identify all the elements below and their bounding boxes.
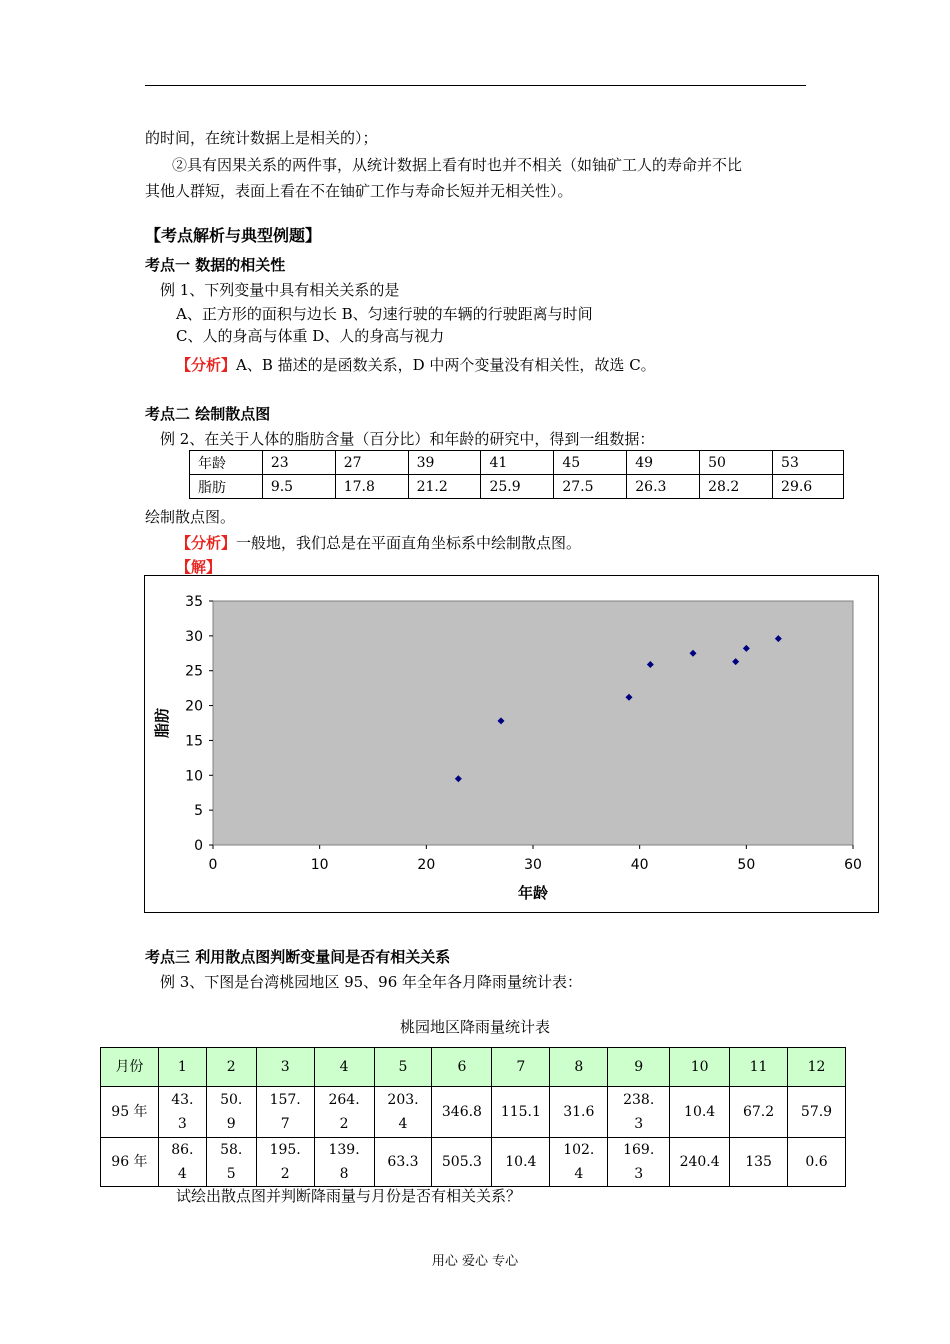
cell-text: 3 <box>177 1116 187 1132</box>
cell-text: 43. <box>171 1092 194 1108</box>
kp1-options-ab: A、正方形的面积与边长 B、匀速行驶的车辆的行驶距离与时间 <box>176 305 593 323</box>
cell-text: 8 <box>339 1166 349 1182</box>
table-cell <box>206 1087 256 1138</box>
table-cell <box>158 1138 206 1187</box>
cell-text: 346.8 <box>441 1104 482 1120</box>
section-title: 【考点解析与典型例题】 <box>145 226 322 245</box>
cell-text: 9 <box>226 1116 236 1132</box>
x-tick-label: 10 <box>310 857 329 873</box>
table-cell: 96 年 <box>101 1138 159 1187</box>
table-row <box>101 1087 846 1138</box>
table-cell: 25.9 <box>481 475 554 499</box>
y-tick-label: 30 <box>185 628 203 645</box>
cell-text: 505.3 <box>441 1154 482 1170</box>
cell-text: 135 <box>745 1154 772 1170</box>
table-cell <box>314 1087 374 1138</box>
intro-line-2: ②具有因果关系的两件事，从统计数据上看有时也并不相关（如铀矿工人的寿命并不比 <box>172 156 743 174</box>
cell-text: 4 <box>398 1116 408 1132</box>
cell-text: 195. <box>269 1142 301 1158</box>
table-cell: 23 <box>262 451 335 475</box>
table-cell <box>432 1087 492 1138</box>
x-tick-label: 40 <box>630 857 649 873</box>
table-cell <box>256 1138 314 1187</box>
table-cell: 年龄 <box>190 451 263 475</box>
table-cell: 26.3 <box>627 475 700 499</box>
kp2-after-table: 绘制散点图。 <box>145 508 236 526</box>
scatter-chart <box>145 576 878 912</box>
x-tick-label: 60 <box>844 857 862 873</box>
cell-text: 7 <box>280 1116 290 1132</box>
cell-text: 50. <box>220 1092 243 1108</box>
table-cell <box>730 1138 788 1187</box>
kp2-example: 例 2、在关于人体的脂肪含量（百分比）和年龄的研究中，得到一组数据： <box>160 430 655 448</box>
analysis-label: 【分析】 <box>176 534 237 552</box>
kp2-analysis <box>176 533 581 553</box>
cell-text: 31.6 <box>563 1104 595 1120</box>
cell-text: 5 <box>226 1166 236 1182</box>
cell-text: 63.3 <box>387 1154 419 1170</box>
analysis-text: 一般地，我们总是在平面直角坐标系中绘制散点图。 <box>236 534 582 552</box>
table-cell <box>492 1138 550 1187</box>
table-header-cell: 8 <box>550 1048 608 1087</box>
table-cell <box>788 1138 846 1187</box>
table-cell: 21.2 <box>408 475 481 499</box>
table-header-cell: 2 <box>206 1048 256 1087</box>
table-cell: 50 <box>700 451 773 475</box>
table-row <box>190 475 844 499</box>
cell-text: 240.4 <box>679 1154 720 1170</box>
x-tick-label: 30 <box>524 857 542 873</box>
table-header-cell: 6 <box>432 1048 492 1087</box>
table-cell: 45 <box>554 451 627 475</box>
y-tick-label: 15 <box>185 733 203 750</box>
table-row <box>190 451 844 475</box>
y-tick-label: 5 <box>194 803 203 820</box>
cell-text: 4 <box>574 1166 584 1182</box>
solution-label: 【解】 <box>176 558 222 576</box>
kp3-question: 试绘出散点图并判断降雨量与月份是否有相关关系？ <box>176 1187 522 1205</box>
page-footer: 用心 爱心 专心 <box>431 1254 519 1269</box>
y-tick-label: 20 <box>185 698 203 715</box>
table-cell <box>550 1138 608 1187</box>
y-tick-label: 35 <box>185 594 203 610</box>
table-cell <box>374 1087 432 1138</box>
cell-text: 86. <box>171 1142 194 1158</box>
cell-text: 139. <box>328 1142 360 1158</box>
table-cell: 49 <box>627 451 700 475</box>
table-cell <box>608 1138 670 1187</box>
table-cell: 27.5 <box>554 475 627 499</box>
cell-text: 238. <box>623 1092 655 1108</box>
table-cell <box>374 1138 432 1187</box>
table-cell <box>670 1087 730 1138</box>
kp1-options-cd: C、人的身高与体重 D、人的身高与视力 <box>176 327 445 345</box>
cell-text: 3 <box>634 1116 644 1132</box>
cell-text: 169. <box>623 1142 655 1158</box>
plot-area <box>213 601 853 845</box>
table-cell: 28.2 <box>700 475 773 499</box>
cell-text: 264. <box>328 1092 360 1108</box>
x-tick-label: 20 <box>417 857 436 873</box>
table-header-cell: 4 <box>314 1048 374 1087</box>
cell-text: 57.9 <box>800 1104 833 1120</box>
kp1-analysis <box>176 355 656 375</box>
header-rule <box>145 85 806 86</box>
table-cell <box>788 1087 846 1138</box>
cell-text: 10.4 <box>684 1104 716 1120</box>
table-cell: 95 年 <box>101 1087 159 1138</box>
table-cell: 29.6 <box>773 475 844 499</box>
cell-text: 115.1 <box>500 1104 541 1120</box>
x-axis-label: 年龄 <box>517 884 549 902</box>
table-cell: 27 <box>335 451 408 475</box>
table-cell: 53 <box>773 451 844 475</box>
table-header-cell: 月份 <box>101 1048 159 1087</box>
cell-text: 2 <box>339 1116 349 1132</box>
cell-text: 102. <box>563 1142 595 1158</box>
table-header-cell: 5 <box>374 1048 432 1087</box>
table-cell <box>608 1087 670 1138</box>
cell-text: 58. <box>220 1142 243 1158</box>
table-cell: 脂肪 <box>190 475 263 499</box>
kp3-title: 考点三 利用散点图判断变量间是否有相关关系 <box>145 948 451 966</box>
y-tick-label: 0 <box>194 838 203 854</box>
table-header-cell: 10 <box>670 1048 730 1087</box>
analysis-label: 【分析】 <box>176 356 237 374</box>
table-row <box>101 1048 846 1087</box>
table-header-cell: 7 <box>492 1048 550 1087</box>
x-tick-label: 0 <box>208 857 218 873</box>
table-row <box>101 1138 846 1187</box>
kp3-example: 例 3、下图是台湾桃园地区 95、96 年全年各月降雨量统计表： <box>160 973 583 991</box>
cell-text: 203. <box>387 1092 419 1108</box>
cell-text: 157. <box>269 1092 301 1108</box>
table-cell <box>730 1087 788 1138</box>
cell-text: 2 <box>280 1166 290 1182</box>
intro-line-1: 的时间，在统计数据上是相关的）； <box>145 129 378 147</box>
intro-line-3: 其他人群短，表面上看在不在铀矿工作与寿命长短并无相关性）。 <box>145 182 573 200</box>
table-cell <box>256 1087 314 1138</box>
rainfall-table <box>100 1047 846 1187</box>
cell-text: 67.2 <box>742 1104 775 1120</box>
table-cell: 39 <box>408 451 481 475</box>
table-cell: 17.8 <box>335 475 408 499</box>
table-header-cell: 9 <box>608 1048 670 1087</box>
table-cell <box>158 1087 206 1138</box>
table-header-cell: 12 <box>788 1048 846 1087</box>
table-cell: 41 <box>481 451 554 475</box>
table-cell <box>492 1087 550 1138</box>
table-cell <box>550 1087 608 1138</box>
y-tick-label: 10 <box>185 768 203 785</box>
cell-text: 4 <box>177 1166 187 1182</box>
table-cell <box>206 1138 256 1187</box>
table-cell: 9.5 <box>262 475 335 499</box>
x-tick-label: 50 <box>737 857 756 873</box>
table-header-cell: 1 <box>158 1048 206 1087</box>
table-cell <box>314 1138 374 1187</box>
scatter-chart-frame <box>144 575 879 913</box>
kp1-title: 考点一 数据的相关性 <box>145 256 286 274</box>
kp2-title: 考点二 绘制散点图 <box>145 405 271 423</box>
table-header-cell: 11 <box>730 1048 788 1087</box>
cell-text: 3 <box>634 1166 644 1182</box>
y-tick-label: 25 <box>185 663 203 680</box>
table-header-cell: 3 <box>256 1048 314 1087</box>
cell-text: 10.4 <box>505 1154 537 1170</box>
cell-text: 0.6 <box>805 1154 828 1170</box>
table-cell <box>670 1138 730 1187</box>
table-cell <box>432 1138 492 1187</box>
kp1-example: 例 1、下列变量中具有相关关系的是 <box>160 281 400 299</box>
rain-table-title: 桃园地区降雨量统计表 <box>399 1018 550 1036</box>
y-axis-label: 脂肪 <box>153 707 171 739</box>
age-fat-table <box>189 450 844 499</box>
analysis-text: A、B 描述的是函数关系，D 中两个变量没有相关性，故选 C。 <box>236 356 656 374</box>
